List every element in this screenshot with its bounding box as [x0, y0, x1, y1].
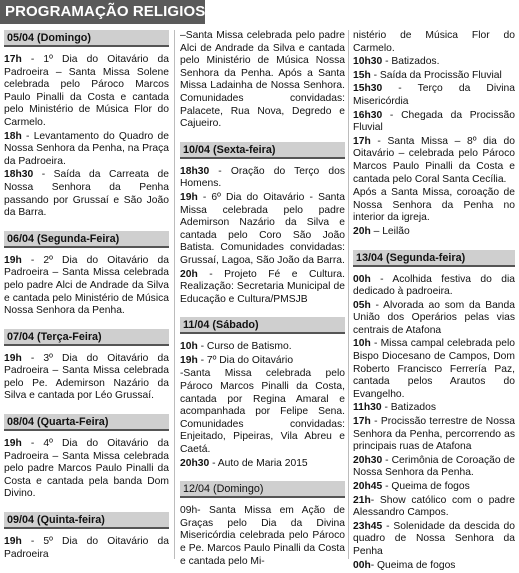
day-header: 10/04 (Sexta-feira) — [180, 142, 345, 159]
event-item — [4, 169, 169, 219]
day-header: 11/04 (Sábado) — [180, 317, 345, 334]
section-banner: PROGRAMAÇÃO RELIGIOSA — [0, 0, 205, 24]
event-description: - 2º Dia do Oitavário da Padroeira – Santa Missa celebrada pelo padre Alci de Andrade da Silva e cantada pelo Ministério de Música Nossa Senhora da Penha. — [4, 254, 169, 317]
event-item — [353, 30, 515, 55]
event-description: - Chegada da Procissão Fluvial — [353, 109, 515, 134]
event-description: - Terço da Divina Misericórdia — [353, 83, 515, 107]
event-time: 10h — [180, 341, 198, 353]
event-item — [180, 355, 345, 368]
event-description: - 5º Dia do Oitavário da Padroeira — [4, 536, 169, 560]
event-description: nistério de Música Flor do Carmelo. — [353, 30, 515, 54]
event-description: - Queima de fogos — [382, 481, 470, 492]
column-2 — [180, 30, 345, 569]
event-item — [4, 536, 169, 561]
event-item — [4, 438, 169, 501]
event-item — [353, 187, 515, 225]
event-item — [4, 54, 169, 130]
day-header: 06/04 (Segunda-Feira) — [4, 231, 169, 248]
event-description: – Leilão — [370, 225, 410, 237]
section-gap — [353, 240, 515, 250]
event-time: 00h — [353, 273, 371, 285]
event-item — [353, 110, 515, 135]
event-description: - Projeto Fé e Cultura. Realização: Secretaria Municipal de Educação e Cultura/PMSJB — [180, 268, 345, 305]
event-description: - 1º Dia do Oitavário da Padroeira – Santa Missa Solene celebrada pelo Pároco Marcos Paulo Pinalli da Costa e cantada pelo Ministério de Música Flor do Carmelo. — [4, 54, 169, 128]
day-header: 12/04 (Domingo) — [180, 481, 345, 498]
event-time: 15h — [353, 69, 371, 81]
event-item — [353, 338, 515, 401]
event-description: - Cerimônia de Coroação de Nossa Senhora da Penha. — [353, 454, 515, 479]
event-item — [4, 255, 169, 318]
event-description: - Queima de fogos — [370, 559, 456, 571]
event-time: 20h45 — [353, 481, 383, 492]
section-gap — [180, 307, 345, 317]
event-description: - Missa campal celebrada pelo Bispo Diocesano de Campos, Dom Roberto Francisco Ferrería Paz, cantada pelos Arautos do Evangelho. — [353, 338, 515, 400]
event-time: 15h30 — [353, 83, 383, 95]
event-item — [353, 402, 515, 415]
day-header: 05/04 (Domingo) — [4, 30, 169, 47]
event-description: –Santa Missa celebrada pelo padre Alci de Andrade da Silva e cantada pelo Ministério de Música Nossa Senhora da Penha. Após a Santa Missa Ladainha de Nossa Senhora. Comunidades convidadas: Palacete, Rua Nova, Degredo e Cajueiro. — [180, 30, 345, 130]
event-time: 16h30 — [353, 109, 383, 121]
event-time: 21h — [353, 494, 371, 506]
event-description: - 4º Dia do Oitavário da Padroeira – Santa Missa celebrada pelo padre Marcos Paulo Pinalli da Costa e cantada pela banda Dom Divino. — [4, 438, 169, 500]
section-gap — [180, 132, 345, 142]
event-item — [180, 166, 345, 191]
day-header: 13/04 (Segunda-feira) — [353, 250, 515, 267]
event-item — [353, 56, 515, 69]
event-item — [180, 192, 345, 268]
column-1 — [4, 30, 169, 562]
event-description: - Saída da Carreata de Nossa Senhora da Penha passando por Grussaí e São João da Barra. — [4, 169, 169, 219]
event-description: - Solenidade da descida do quadro de Nossa Senhora da Penha — [353, 520, 515, 557]
event-time: 19h — [4, 536, 22, 548]
column-3 — [353, 30, 515, 573]
section-gap — [180, 471, 345, 481]
event-item — [4, 131, 169, 169]
event-item — [353, 455, 515, 480]
event-description: - 6º Dia do Oitavário - Santa Missa celebrada pelo padre Ademirson Nazário da Silva e cantada pelo Coro São João Batista. Comunidades convidadas: Grussaí, Lagoa, São João da Barra. — [180, 191, 345, 266]
event-time: 19h — [4, 352, 22, 364]
event-item — [180, 341, 345, 354]
event-item — [353, 521, 515, 559]
event-time: 20h — [353, 225, 371, 237]
section-gap — [4, 502, 169, 512]
section-gap — [4, 221, 169, 231]
event-description: - Levantamento do Quadro de Nossa Senhora da Penha, na Praça da Padroeira. — [4, 130, 169, 167]
event-time: 10h30 — [353, 56, 383, 68]
event-item — [353, 70, 515, 83]
event-description: - Saída da Procissão Fluvial — [370, 69, 502, 81]
event-description: Após a Santa Missa, coroação de Nossa Senhora da Penha no interior da igreja. — [353, 187, 515, 224]
event-time: 20h — [180, 268, 198, 280]
column-divider — [174, 30, 175, 559]
section-gap — [4, 404, 169, 414]
event-item — [353, 300, 515, 338]
event-time: 18h30 — [180, 165, 210, 177]
event-item — [353, 83, 515, 108]
event-time: 20h30 — [180, 457, 210, 469]
event-time: 05h — [353, 299, 371, 311]
day-header: 08/04 (Quarta-Feira) — [4, 414, 169, 431]
event-item — [353, 416, 515, 454]
event-description: - 3º Dia do Oitavário da Padroeira – Santa Missa celebrada pelo Pe. Ademirson Nazário da Silva e cantada por Léo Grussaí. — [4, 352, 169, 402]
event-description: - Alvorada ao som da Banda União dos Operários pelas vias centrais de Atafona — [353, 299, 515, 336]
event-item — [180, 269, 345, 307]
event-description: - Oração do Terço dos Homens. — [180, 165, 345, 190]
event-description: - Procissão terrestre de Nossa Senhora da Penha, percorrendo as principais ruas de Atafona — [353, 416, 515, 453]
event-item — [353, 481, 515, 494]
event-item — [353, 136, 515, 186]
event-time: 18h — [4, 130, 22, 142]
event-item — [353, 274, 515, 299]
event-item — [353, 226, 515, 239]
event-time: 17h — [4, 54, 22, 65]
event-item — [180, 30, 345, 131]
event-description: 09h- Santa Missa em Ação de Graças pelo Dia da Divina Misericórdia celebrada pelo Pároco e Pe. Marcos Paulo Pinalli da Costa e cantada pelo Mi- — [180, 505, 345, 567]
event-description: - Batizados — [381, 402, 437, 414]
column-divider — [348, 30, 349, 559]
day-header: 09/04 (Quinta-feira) — [4, 512, 169, 529]
event-time: 19h — [180, 191, 198, 203]
event-time: 00h — [353, 559, 371, 571]
event-description: - Santa Missa – 8º dia do Oitavário – celebrada pelo Pároco Marcos Paulo Pinalli da Costa e cantada pelo Coral Santa Cecília. — [353, 135, 515, 185]
event-time: 17h — [353, 416, 371, 428]
event-time: 17h — [353, 135, 371, 147]
event-description: - Curso de Batismo. — [197, 341, 292, 353]
event-description: - Auto de Maria 2015 — [209, 457, 308, 469]
event-item — [353, 495, 515, 520]
event-time: 19h — [4, 254, 22, 266]
event-description: - 7º Dia do Oitavário — [197, 354, 294, 366]
event-time: 23h45 — [353, 520, 383, 532]
event-time: 18h30 — [4, 169, 34, 181]
event-item — [180, 458, 345, 471]
event-item — [180, 368, 345, 456]
event-time: 19h — [180, 354, 198, 366]
day-header: 07/04 (Terça-Feira) — [4, 329, 169, 346]
event-description: - Show católico com o padre Alessandro Campos. — [353, 494, 515, 519]
event-time: 20h30 — [353, 454, 383, 466]
section-gap — [4, 319, 169, 329]
event-time: 19h — [4, 438, 22, 450]
event-time: 11h30 — [353, 402, 382, 414]
event-description: - Acolhida festiva do dia dedicado à padroeira. — [353, 273, 515, 298]
event-description: -Santa Missa celebrada pelo Pároco Marcos Pinalli da Costa, cantada por Regina Amaral e acompanhada por Felipe Sena. Comunidades convidadas: Enjeitado, Pipeiras, Vila Abreu e Caetá. — [180, 368, 345, 456]
event-time: 10h — [353, 338, 371, 350]
event-item — [4, 353, 169, 403]
event-item — [353, 560, 515, 573]
event-description: - Batizados. — [382, 56, 440, 68]
